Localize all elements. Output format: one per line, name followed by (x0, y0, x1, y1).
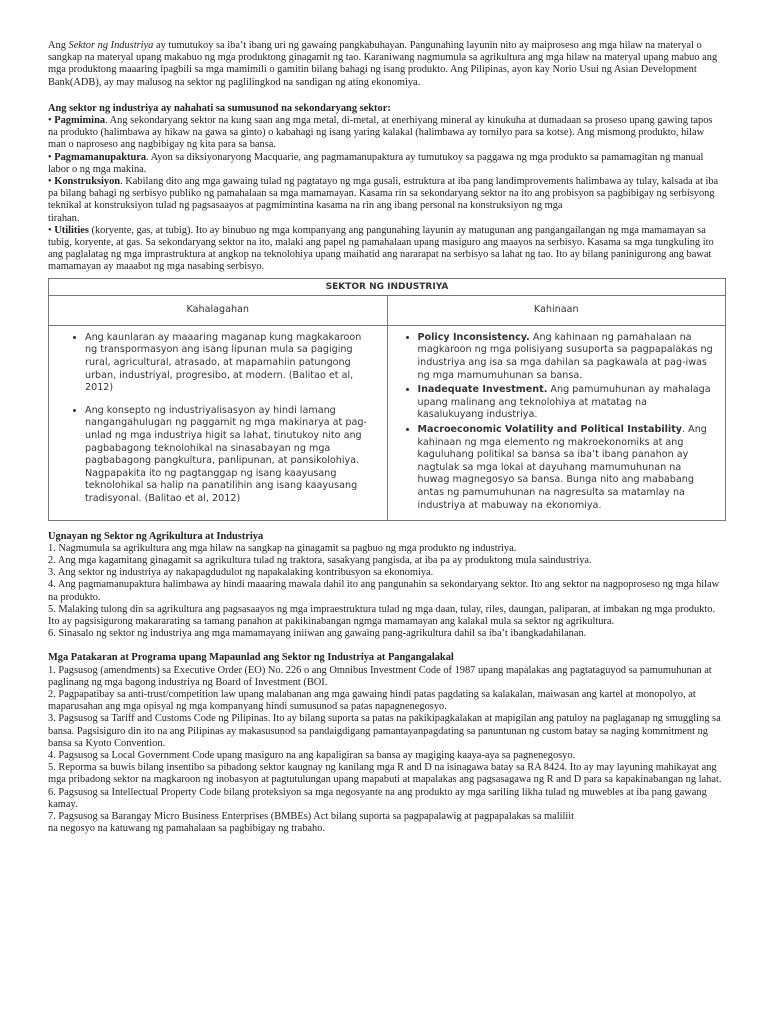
kahinaan-item (418, 332, 716, 382)
kahinaan-text: Ang kahinaan ng pamahalaan na magkaroon ng mga polisiyang susuporta sa pagpapalakas ng industriya ang isa sa mga dahilan sa pagkawala at pag-iwas ng mga mamumuhunan sa bansa. (417, 331, 713, 381)
patakaran-item: 3. Pagsusog sa Tariff and Customs Code ng Pilipinas. Ito ay bilang suporta sa patas na pakikipagkalakan at mapigilan ang patuloy na paglaganap ng smuggling sa bansa. Pagsisiguro din ito na ang Pilipinas ay makasusunod sa pandaigdigang pamantayanpagdating sa panuntunan ng custom batay sa naging kommitment ng bansa sa Kyoto Convention. (48, 713, 721, 749)
subsector-name: Utilities (54, 224, 89, 236)
subsector-utilities (48, 225, 724, 274)
ugnayan-item: 1. Nagmumula sa agrikultura ang mga hilaw na sangkap na ginagamit sa pagbuo ng mga produkto ng industriya. (48, 542, 517, 554)
sektor-table (48, 278, 726, 521)
document-page (48, 40, 724, 835)
section-gap (48, 640, 724, 652)
patakaran-item: 2. Pagpapatibay sa anti-trust/competition law upang malabanan ang mga gawaing hindi patas pagdating sa kalakalan, maiwasan ang kartel at monopolyo, at maparusahan ang mga opisyal ng mga kompanyang hindi sumusunod sa patas napagnenegosyo. (48, 689, 696, 713)
kahalagahan-cell (49, 325, 388, 520)
patakaran-item: na negosyo na katuwang ng pamahalaan sa pagbibigay ng trabaho. (48, 823, 325, 835)
kahinaan-item (418, 424, 716, 512)
intro-text: ay tumutukoy sa iba’t ibang uri ng gawaing pangkabuhayan. Pangunahing layunin nito ay maiproseso ang mga hilaw na materyal o sangkap na materyal upang makabuo ng mga produktong ginagamit ng tao. Karaniwang nagmumula sa agrikultura ang mga hilaw na materyal upang mabuo ang mga produktong maaaring ipagbili sa mga mamimili o gamitin bilang bahagi ng isang produkto. Ang Pilipinas, ayon kay Norio Usui ng Asian Development Bank(ADB), ay may malusog na sektor ng paglilingkod na sandigan ng ating ekonomiya. (48, 40, 718, 88)
subsector-text: . Ang sekondaryang sektor na kung saan ang mga metal, di-metal, at enerhiyang mineral ay kinukuha at dumadaan sa proseso upang gawing tapos na produkto (halimbawa ay hikaw na gawa sa ginto) o kabahagi ng isang yaring kalakal (halimbawa ay tornilyo para sa kotse). Ang mismong produkto, hilaw man o naproseso ang nagbibigay ng kita para sa bansa. (48, 115, 713, 151)
column-header-kahinaan: Kahinaan (387, 296, 726, 326)
subsector-pagmimina (48, 115, 724, 152)
subsector-text: . Ayon sa diksiyonaryong Macquarie, ang pagmamanupaktura ay tumutukoy sa paggawa ng mga produkto sa pamamagitan ng manual labor o ng mga makina. (48, 151, 704, 175)
kahinaan-title: Macroeconomic Volatility and Political Instability (417, 424, 683, 435)
intro-term: Sektor ng Industriya (68, 40, 154, 51)
kahinaan-list (396, 332, 716, 512)
kahinaan-cell (387, 325, 726, 520)
subsector-name: Pagmamanupaktura (54, 151, 147, 163)
subsector-text: . Kabilang dito ang mga gawaing tulad ng pagtatayo ng mga gusali, estruktura at iba pang landimprovements halimbawa ay tulay, kalsada at iba pa bilang bahagi ng serbisyo publiko ng pamahalaan sa mga mamamayan. Kasama rin sa sekondaryang sektor na ito ang probisyon sa pagbibigay ng serbisyong teknikal at konstruksiyon tulad ng pagsasaayos at pagmimintina kasama na rin ang ibang personal na konstruksiyon ng mga (48, 176, 719, 212)
patakaran-title: Mga Patakaran at Programa upang Mapaunlad ang Sektor ng Industriya at Pangangalakal (48, 652, 454, 664)
subsector-pagmamanupaktura (48, 152, 724, 176)
patakaran-item: 4. Pagsusog sa Local Government Code upang masiguro na ang kapaligiran sa bansa ay magiging kaaya-aya sa pagnenegosyo. (48, 750, 576, 762)
intro-prefix: Ang (48, 40, 69, 51)
subsector-name: Pagmimina (54, 115, 106, 127)
kahalagahan-item: • Ang kaunlaran ay maaaring maganap kung magkakaroon ng transpormasyon ang isang lipunan mula sa pagiging rural, agricultural, atrasado, at mapamahiin patungong urban, industriyal, progresibo, at modern. (Balitao et al, 2012) (85, 332, 377, 395)
column-header-kahalagahan: Kahalagahan (49, 296, 388, 326)
subsector-konstruksiyon-extra: tirahan. (48, 212, 80, 224)
patakaran-item: 5. Reporma sa buwis bilang insentibo sa pibadong sektor kaugnay ng kanilang mga R and D na isinagawa batay sa RA 8424. Ito ay may layuning mahikayat ang mga pribadong sektor na magkaroon ng inobasyon at pagtutulungan upang mapabuti at mapalakas ang pagsasagawa ng R and D para sa kapakinabangan ng lahat. (48, 762, 722, 786)
kahinaan-title: Policy Inconsistency. (417, 331, 530, 343)
ugnayan-item: 3. Ang sektor ng industriya ay nakapagdudulot ng napakalaking kontribusyon sa ekonomiya. (48, 567, 434, 579)
ugnayan-title: Ugnayan ng Sektor ng Agrikultura at Industriya (48, 530, 264, 542)
kahinaan-item (418, 384, 716, 422)
table-title: SEKTOR NG INDUSTRIYA (49, 278, 726, 296)
subsectors-title: Ang sektor ng industriya ay nahahati sa sumusunod na sekondaryang sektor: (48, 102, 391, 114)
bullet: • (48, 115, 55, 127)
patakaran-item: 7. Pagsusog sa Barangay Micro Business Enterprises (BMBEs) Act bilang suporta sa pagpapalawig at pagpapalakas sa maliliit (48, 811, 575, 823)
bullet: • (48, 151, 55, 163)
kahalagahan-item: • Ang konsepto ng industriyalisasyon ay hindi lamang nangangahulugan ng paggamit ng mga makinarya at pag-unlad ng mga industriya higit sa lahat, tinutukoy nito ang pagbabagong teknolohikal na sinasabayan ng mga pagbabagong pangkultura, panlipunan, at pansikolohiya. Nagpapakita ito ng pagtanggap ng isang kaayusang teknolohikal sa halip na panatilihin ang isang kaayusang tradisyonal. (Balitao et al, 2012) (85, 405, 377, 506)
subsector-text: (koryente, gas, at tubig). Ito ay binubuo ng mga kompanyang ang pangunahing layunin ay matugunan ang pangangailangan ng mga mamamayan sa tubig, koryente, at gas. Sa sekondaryang sektor na ito, malaki ang papel ng pamahalaan upang masiguro ang maayos na serbisyo. Kasama sa mga tungkuling ito ang paglalatag ng mga imprastruktura at angkop na teknolohiya upang maihatid ang nararapat na serbisyo sa lahat ng tao. Ito ay bilang paninigurong ang bawat mamamayan ay maaabot ng mga nasabing serbisyo. (48, 224, 714, 273)
ugnayan-item: 6. Sinasalo ng sektor ng industriya ang mga mamamayang iniiwan ang gawaing pang-agrikultura dahil sa iba’t ibangkadahilanan. (48, 628, 587, 640)
patakaran-item: 1. Pagsusog (amendments) sa Executive Order (EO) No. 226 o ang Omnibus Investment Code of 1987 upang mapalakas ang pagtataguyod sa pamumuhunan at paglinang ng mga bagong industriya ng Board of Investment (BOI. (48, 664, 712, 688)
ugnayan-item: 5. Malaking tulong din sa agrikultura ang pagsasaayos ng mga impraestruktura tulad ng mga daan, tulay, riles, daungan, paliparan, at imbakan ng mga produkto. Ito ay pagsisigurong makararating sa tamang panahon at pakikinabangan ngmga mamamayan ang kalakal mula sa sektor ng agrikultura. (48, 603, 716, 627)
intro-paragraph (48, 40, 724, 89)
ugnayan-item: 2. Ang mga kagamitang ginagamit sa agrikultura tulad ng traktora, sasakyang pangisda, at iba pa ay produktong mula saindustriya. (48, 554, 592, 566)
subsector-name: Konstruksiyon (54, 176, 121, 188)
kahalagahan-list (57, 332, 377, 506)
bullet: • (48, 224, 55, 236)
kahinaan-title: Inadequate Investment. (417, 384, 548, 396)
patakaran-item: 6. Pagsusog sa Intellectual Property Code bilang proteksiyon sa mga negosyante na ang produkto ay mga sariling likha tulad ng muwebles at iba pang gawang kamay. (48, 786, 707, 810)
kahinaan-text: Ang pamumuhunan ay mahalaga upang malinang ang teknolohiya at matatag na kasalukuyang industriya. (417, 384, 711, 421)
ugnayan-item: 4. Ang pagmamanupaktura halimbawa ay hindi maaaring mawala dahil ito ang pangunahin sa sekondaryang sektor. Ito ang sektor na nagpoproseso ng mga hilaw na produkto. (48, 579, 720, 603)
bullet: • (48, 176, 55, 188)
subsector-konstruksiyon (48, 176, 724, 213)
kahinaan-text: . Ang kahinaan ng mga elemento ng makroekonomiks at ang kaguluhang politikal sa bansa sa iba’t ibang panahon ay nagtulak sa mga lokal at dayuhang mamumuhunan na huwag magnegosyo sa bansa. Bunga nito ang mababang antas ng pamumuhunan na nagresulta sa matamlay na industriya at mabuway na ekonomiya. (417, 424, 707, 511)
